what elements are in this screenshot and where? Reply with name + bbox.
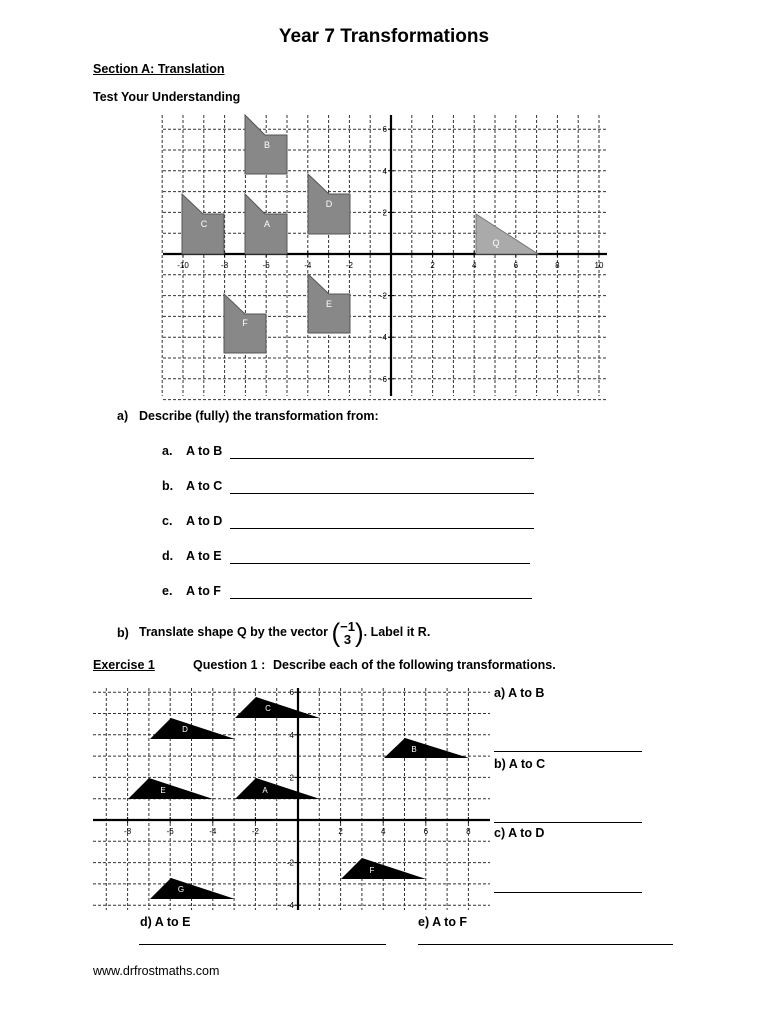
y-tick-label: -4 xyxy=(286,901,294,911)
y-tick-label: 6 xyxy=(382,125,387,135)
question-b-label: b) xyxy=(117,626,129,640)
section-a-subheading: Test Your Understanding xyxy=(93,90,241,104)
x-tick-label: 4 xyxy=(471,261,477,270)
triangle-a-label: A xyxy=(262,786,268,795)
vector-open-paren: ( xyxy=(331,617,341,648)
triangle-b xyxy=(384,738,469,758)
x-tick-label: -8 xyxy=(221,261,229,270)
page-title: Year 7 Transformations xyxy=(278,26,490,47)
x-tick-label: -4 xyxy=(209,827,217,836)
answer-line[interactable] xyxy=(494,751,642,752)
triangle-d-label: D xyxy=(182,725,188,734)
triangle-g-label: G xyxy=(177,885,185,894)
item-letter: a. xyxy=(162,444,173,458)
answer-line[interactable] xyxy=(494,822,642,823)
answer-label: c) A to D xyxy=(494,826,545,840)
answer-label-d: d) A to E xyxy=(140,915,191,929)
exercise-heading: Exercise 1 xyxy=(93,658,155,672)
triangle-b-label: B xyxy=(411,745,417,754)
answer-line[interactable] xyxy=(494,892,642,893)
answer-label-e: e) A to F xyxy=(418,915,468,929)
item-letter: d. xyxy=(162,549,174,563)
answer-line[interactable] xyxy=(418,944,673,945)
shape-c-label: C xyxy=(200,219,208,229)
y-tick-label: 4 xyxy=(289,730,294,740)
y-tick-label: 6 xyxy=(289,688,294,698)
section-a-heading: Section A: Translation xyxy=(93,62,225,76)
x-tick-label: -8 xyxy=(124,827,132,836)
triangle-c-label: C xyxy=(265,704,271,713)
x-tick-label: -10 xyxy=(177,261,189,270)
triangle-e xyxy=(128,778,213,799)
shape-f-label: F xyxy=(242,318,248,328)
item-letter: b. xyxy=(162,479,174,493)
x-tick-label: -6 xyxy=(262,261,270,270)
vector-bottom: 3 xyxy=(343,631,352,647)
item-text: A to B xyxy=(186,444,223,458)
x-tick-label: 2 xyxy=(338,827,343,836)
triangle-g xyxy=(150,878,235,899)
item-letter: e. xyxy=(162,584,173,598)
answer-label: b) A to C xyxy=(494,757,546,771)
item-text: A to D xyxy=(186,514,223,528)
exercise-instruction: Describe each of the following transformations. xyxy=(273,658,556,672)
y-tick-label: -4 xyxy=(379,333,387,343)
answer-line[interactable] xyxy=(139,944,386,945)
x-tick-label: 10 xyxy=(594,261,604,270)
item-letter: c. xyxy=(162,514,173,528)
question-a-text: Describe (fully) the transformation from: xyxy=(139,409,379,423)
answer-label: a) A to B xyxy=(494,686,545,700)
question-b-after: . Label it R. xyxy=(363,625,431,639)
triangle-e-label: E xyxy=(160,786,166,795)
x-tick-label: 8 xyxy=(466,827,471,836)
y-tick-label: 2 xyxy=(382,208,387,218)
shape-b-label: B xyxy=(263,140,271,150)
question-number: Question 1 : xyxy=(193,658,266,672)
vector-close-paren: ) xyxy=(354,617,364,648)
triangle-f xyxy=(341,858,426,879)
y-tick-label: -2 xyxy=(286,858,294,868)
x-tick-label: -4 xyxy=(304,261,312,270)
x-tick-label: -2 xyxy=(345,261,353,270)
triangle-c xyxy=(235,697,320,718)
y-tick-label: 4 xyxy=(382,166,387,176)
question-b-before: Translate shape Q by the vector xyxy=(139,625,328,639)
y-tick-label: -2 xyxy=(379,291,387,301)
vector-top: −1 xyxy=(340,618,355,634)
shape-q-label: Q xyxy=(492,238,500,248)
x-tick-label: 2 xyxy=(430,261,435,270)
x-tick-label: 6 xyxy=(513,261,519,270)
y-tick-label: -6 xyxy=(379,374,387,384)
x-tick-label: 6 xyxy=(423,827,429,836)
footer-url[interactable]: www.drfrostmaths.com xyxy=(93,964,220,978)
x-tick-label: -6 xyxy=(166,827,174,836)
shape-a-label: A xyxy=(263,219,271,229)
shape-d-label: D xyxy=(325,199,333,209)
x-tick-label: 8 xyxy=(555,261,560,270)
x-tick-label: 4 xyxy=(380,827,386,836)
triangle-d xyxy=(150,718,235,739)
shape-e-label: E xyxy=(325,299,333,309)
y-tick-label: 2 xyxy=(289,773,294,783)
question-a-label: a) xyxy=(117,409,129,423)
item-text: A to E xyxy=(186,549,222,563)
item-text: A to F xyxy=(186,584,221,598)
item-text: A to C xyxy=(186,479,223,493)
triangle-a xyxy=(235,778,320,799)
triangle-f-label: F xyxy=(369,866,375,875)
x-tick-label: -2 xyxy=(251,827,259,836)
